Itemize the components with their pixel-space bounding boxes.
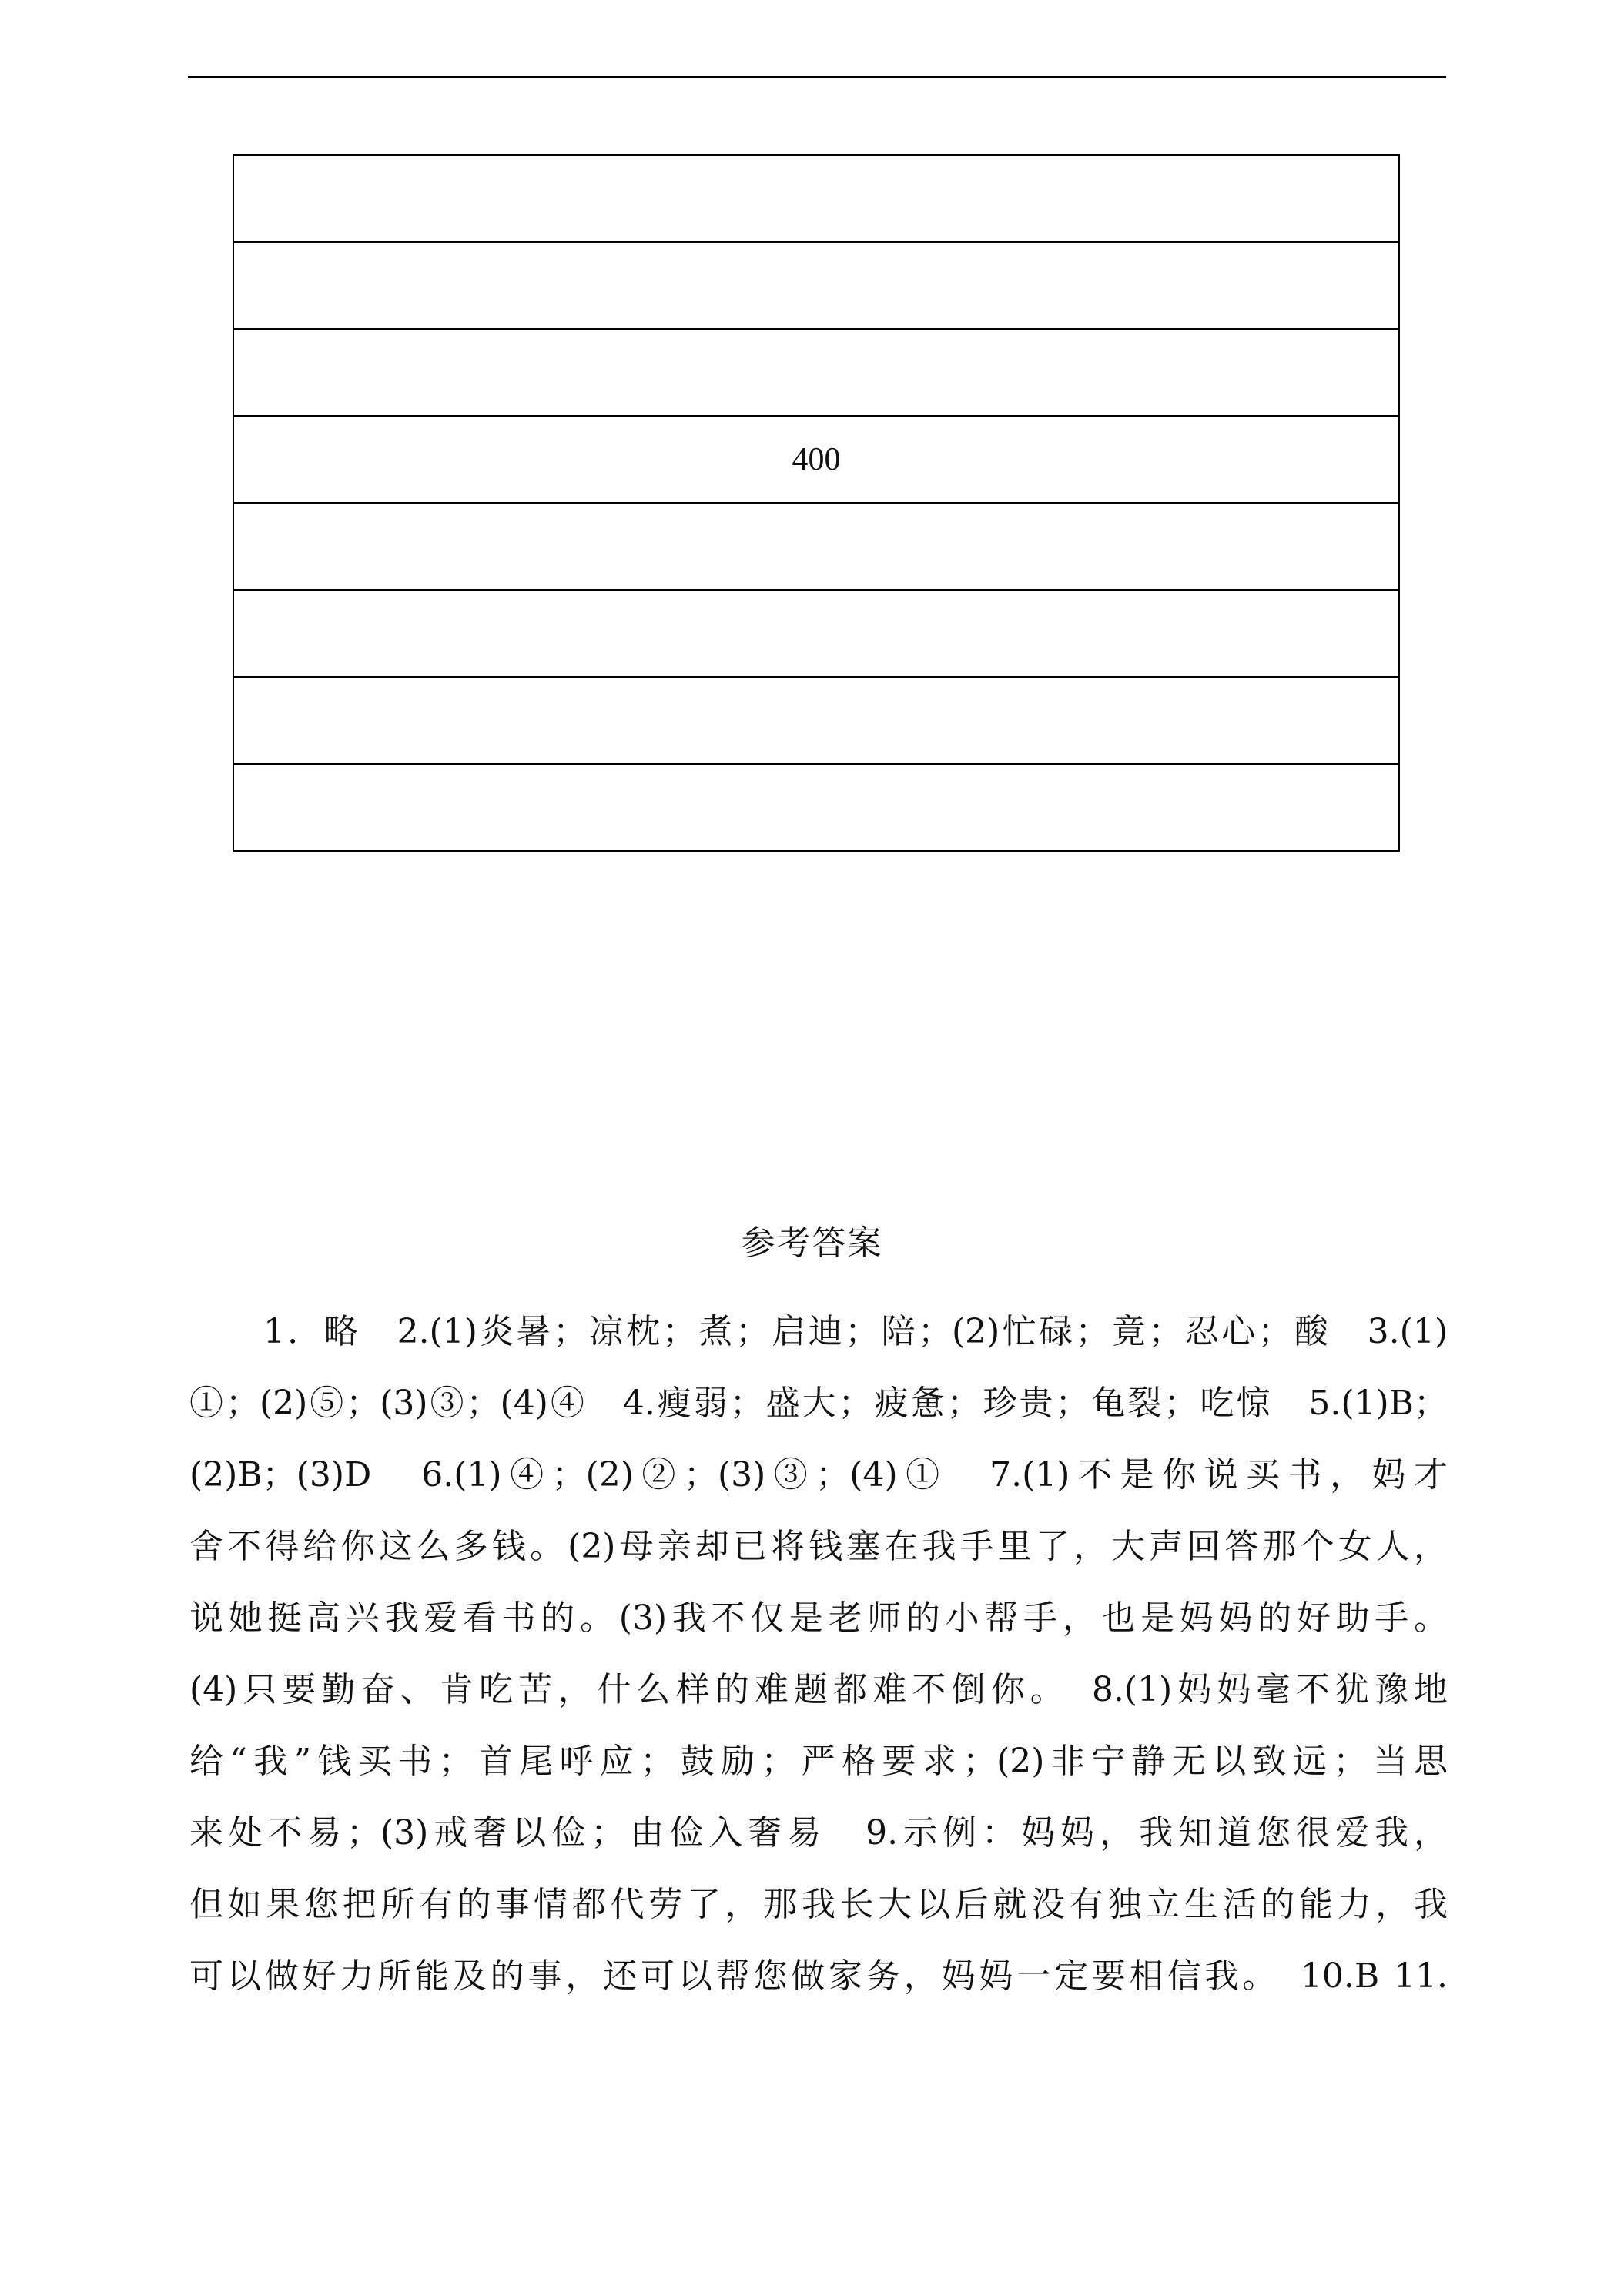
grid-cell[interactable]	[233, 155, 1399, 242]
answer-line: (2)B；(3)D 6.(1)④；(2)②；(3)③；(4)① 7.(1)不是你说买书，妈才	[189, 1455, 1448, 1494]
answer-line: 但如果您把所有的事情都代劳了，那我长大以后就没有独立生活的能力，我	[189, 1885, 1448, 1924]
grid-row	[233, 329, 1399, 416]
answer-line: 给“我”钱买书；首尾呼应；鼓励；严格要求；(2)非宁静无以致远；当思	[189, 1742, 1448, 1781]
answer-key-title: 参考答案	[741, 1223, 883, 1263]
grid-cell-400[interactable]: 400	[233, 416, 1399, 503]
grid-cell[interactable]	[233, 329, 1399, 416]
grid-row	[233, 242, 1399, 329]
grid-row	[233, 155, 1399, 242]
grid-cell[interactable]	[233, 503, 1399, 590]
header-rule	[188, 76, 1446, 78]
answer-line: 说她挺高兴我爱看书的。(3)我不仅是老师的小帮手，也是妈妈的好助手。	[189, 1598, 1448, 1638]
grid-row	[233, 677, 1399, 764]
answer-line: 舍不得给你这么多钱。(2)母亲却已将钱塞在我手里了，大声回答那个女人，	[189, 1527, 1448, 1566]
grid-row	[233, 764, 1399, 851]
grid-row	[233, 503, 1399, 590]
grid-cell[interactable]	[233, 677, 1399, 764]
answer-line: 可以做好力所能及的事，还可以帮您做家务，妈妈一定要相信我。 10.B 11.	[189, 1956, 1448, 1996]
grid-row	[233, 416, 1399, 503]
answer-line: 来处不易；(3)戒奢以俭；由俭入奢易 9.示例：妈妈，我知道您很爱我，	[189, 1813, 1448, 1853]
grid-cell[interactable]	[233, 242, 1399, 329]
answer-key-body	[189, 1296, 1448, 2012]
grid-row	[233, 590, 1399, 677]
grid-cell[interactable]	[233, 590, 1399, 677]
answer-line: (4)只要勤奋、肯吃苦，什么样的难题都难不倒你。 8.(1)妈妈毫不犹豫地	[189, 1670, 1448, 1709]
answer-line: ①；(2)⑤；(3)③；(4)④ 4.瘦弱；盛大；疲惫；珍贵；龟裂；吃惊 5.(1)B；	[189, 1384, 1448, 1423]
grid-cell[interactable]	[233, 764, 1399, 851]
writing-grid	[233, 154, 1400, 852]
answer-line: 1．略 2.(1)炎暑；凉枕；煮；启迪；陪；(2)忙碌；竟；忍心；酸 3.(1)	[263, 1312, 1448, 1351]
